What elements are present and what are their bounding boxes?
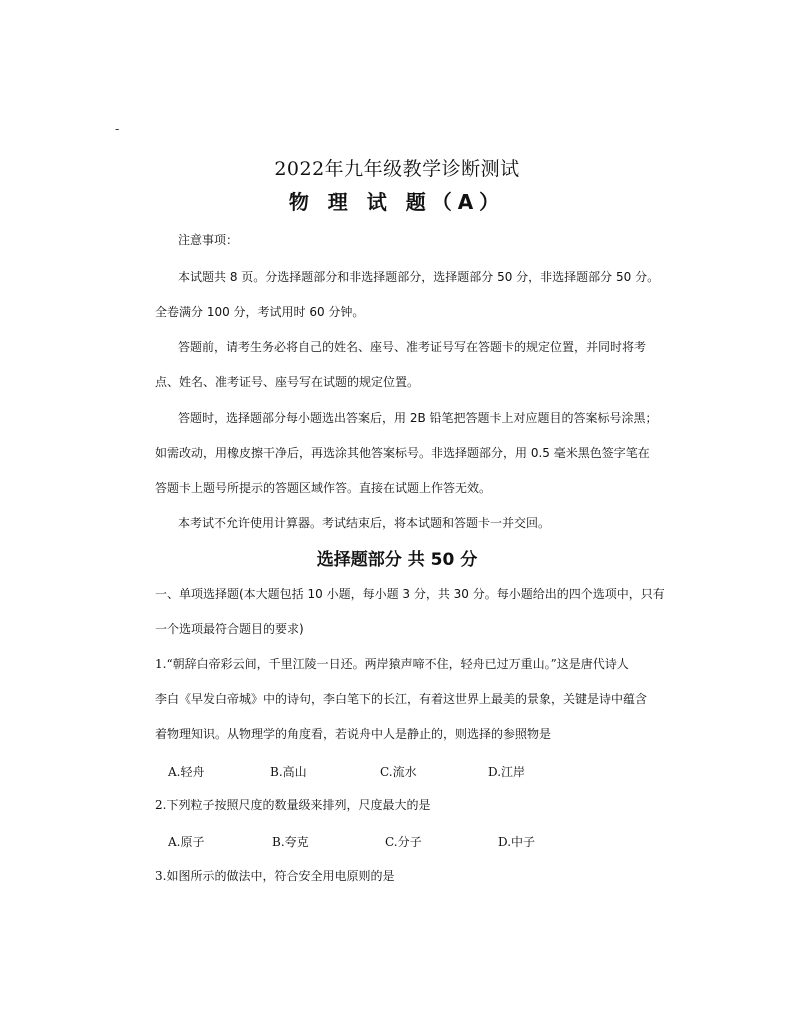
q1-option-d: D.江岸: [488, 765, 526, 779]
q2-option-b: B.夸克: [272, 835, 309, 849]
question-1-text: 李白《早发白帝城》中的诗句，李白笔下的长江，有着这世界上最美的景象，关键是诗中蕴含: [155, 692, 648, 706]
q2-option-a: A.原子: [168, 835, 205, 849]
notice-line: 全卷满分 100 分，考试用时 60 分钟。: [155, 305, 365, 319]
q1-option-c: C.流水: [380, 765, 417, 779]
part-instruction: 一、单项选择题(本大题包括 10 小题，每小题 3 分，共 30 分。每小题给出的四个选项中，只有: [155, 587, 665, 601]
notice-heading: 注意事项：: [178, 233, 239, 247]
q1-option-a: A.轻舟: [168, 765, 205, 779]
notice-line: 答题时，选择题部分每小题选出答案后，用 2B 铅笔把答题卡上对应题目的答案标号涂黑；: [178, 411, 658, 425]
section-title: 选择题部分 共 50 分: [316, 550, 478, 570]
q2-option-c: C.分子: [385, 835, 422, 849]
notice-line: 本考试不允许使用计算器。考试结束后，将本试题和答题卡一并交回。: [178, 516, 551, 530]
notice-line: 答题卡上题号所提示的答题区域作答。直接在试题上作答无效。: [155, 481, 492, 495]
question-1-text: 着物理知识。从物理学的角度看，若说舟中人是静止的，则选择的参照物是: [155, 727, 552, 741]
notice-line: 如需改动，用橡皮擦干净后，再选涂其他答案标号。非选择题部分，用 0.5 毫米黑色签字笔在: [155, 446, 650, 460]
question-1-text: 1.“朝辞白帝彩云间，千里江陵一日还。两岸猿声啼不住，轻舟已过万重山。”这是唐代诗人: [155, 657, 629, 671]
notice-line: 本试题共 8 页。分选择题部分和非选择题部分，选择题部分 50 分，非选择题部分 50 分。: [178, 270, 660, 284]
exam-title: 2022年九年级教学诊断测试: [274, 158, 520, 180]
exam-subtitle: 物 理 试 题（A）: [288, 190, 506, 214]
q1-option-b: B.高山: [270, 765, 307, 779]
question-3-text: 3.如图所示的做法中，符合安全用电原则的是: [155, 869, 395, 883]
corner-mark: -: [115, 122, 120, 136]
q2-option-d: D.中子: [498, 835, 536, 849]
part-instruction: 一个选项最符合题目的要求): [155, 622, 304, 636]
notice-line: 点、姓名、准考证号、座号写在试题的规定位置。: [155, 375, 420, 389]
question-2-text: 2.下列粒子按照尺度的数量级来排列，尺度最大的是: [155, 798, 431, 812]
notice-line: 答题前，请考生务必将自己的姓名、座号、准考证号写在答题卡的规定位置，并同时将考: [178, 340, 647, 354]
